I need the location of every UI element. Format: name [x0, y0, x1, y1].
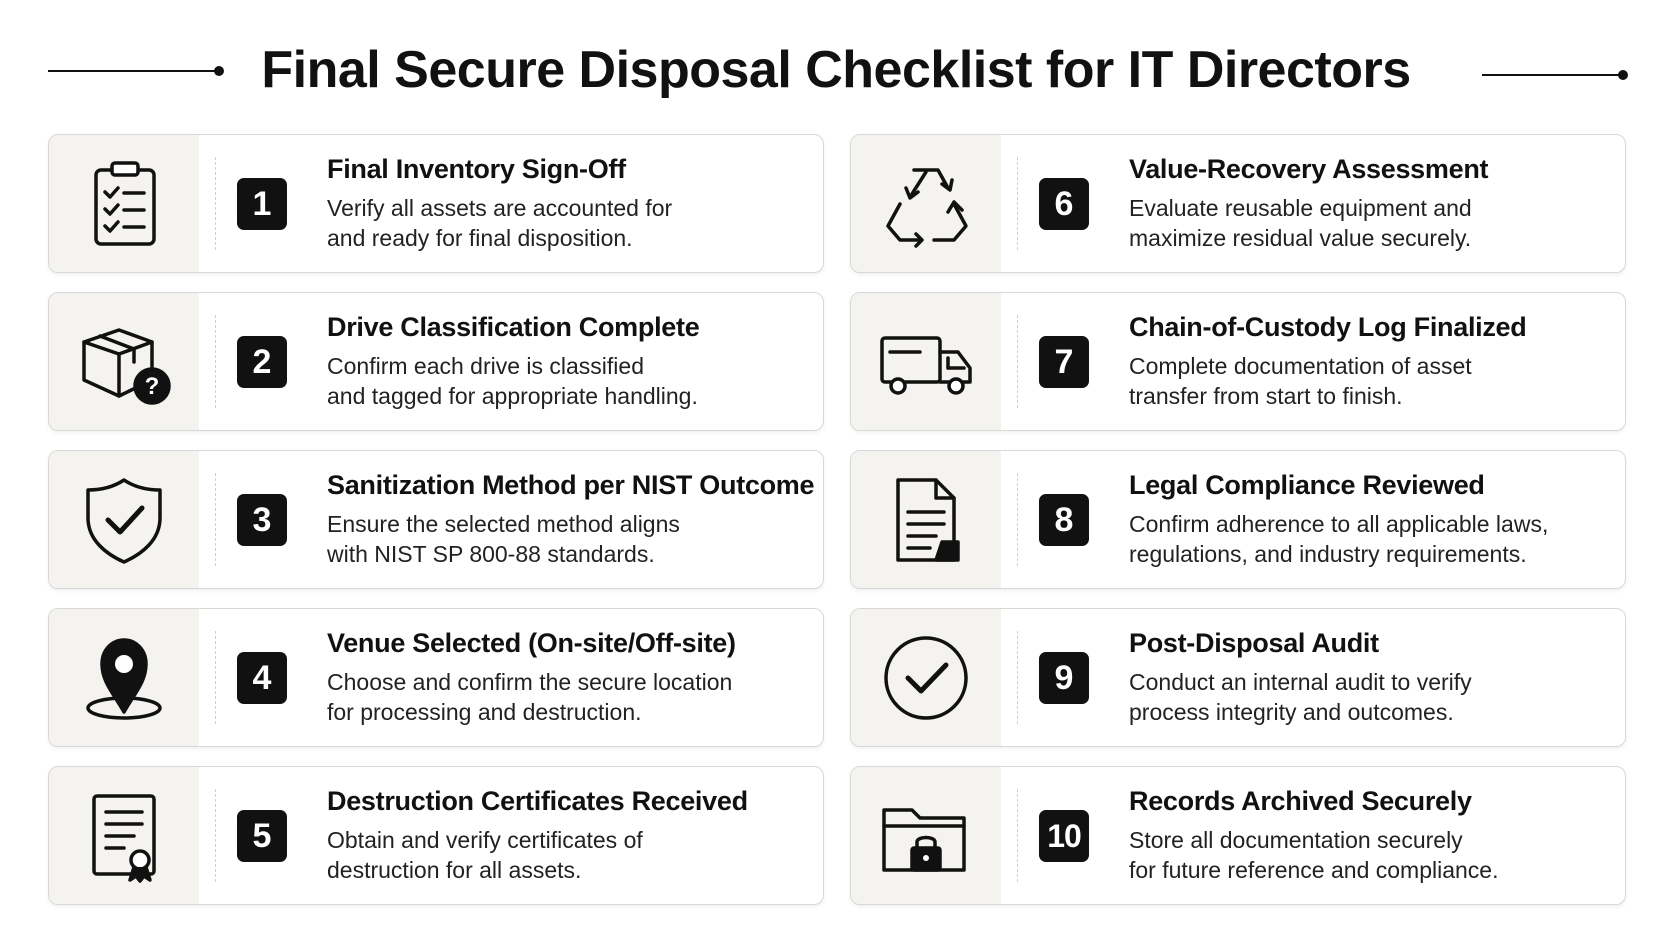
item-title: Chain-of-Custody Log Finalized — [1129, 312, 1527, 342]
item-description: Store all documentation securely for future reference and compliance. — [1129, 827, 1499, 883]
certificate-icon — [74, 786, 174, 886]
item-description: Verify all assets are accounted for and ready for final disposition. — [327, 195, 673, 251]
item-description: Conduct an internal audit to verify process integrity and outcomes. — [1129, 669, 1472, 725]
step-number-badge: 10 — [1039, 810, 1089, 862]
dashed-divider — [1017, 157, 1018, 250]
step-number-badge: 8 — [1039, 494, 1089, 546]
step-number-badge: 2 — [237, 336, 287, 388]
item-description: Choose and confirm the secure location for processing and destruction. — [327, 669, 733, 725]
step-number-badge: 9 — [1039, 652, 1089, 704]
item-text — [327, 309, 811, 411]
item-title: Destruction Certificates Received — [327, 786, 748, 816]
item-title: Post-Disposal Audit — [1129, 628, 1379, 658]
title-rule-right — [1482, 74, 1624, 76]
item-title: Final Inventory Sign-Off — [327, 154, 626, 184]
dashed-divider — [215, 789, 216, 882]
icon-panel — [49, 767, 199, 904]
step-number-badge: 5 — [237, 810, 287, 862]
item-text — [1129, 783, 1613, 885]
checklist-item-1 — [48, 134, 824, 273]
checklist-item-6 — [850, 134, 1626, 273]
icon-panel — [851, 451, 1001, 588]
checklist-item-10 — [850, 766, 1626, 905]
item-description: Evaluate reusable equipment and maximize residual value securely. — [1129, 195, 1472, 251]
icon-panel — [851, 609, 1001, 746]
item-description: Complete documentation of asset transfer from start to finish. — [1129, 353, 1472, 409]
dashed-divider — [215, 315, 216, 408]
checklist-item-9 — [850, 608, 1626, 747]
icon-panel — [49, 135, 199, 272]
dashed-divider — [215, 631, 216, 724]
item-description: Confirm adherence to all applicable laws, regulations, and industry requirements. — [1129, 511, 1549, 567]
step-number-badge: 3 — [237, 494, 287, 546]
item-text — [327, 151, 811, 253]
item-text — [1129, 625, 1613, 727]
item-text — [1129, 151, 1613, 253]
checklist-item-2 — [48, 292, 824, 431]
page-title: Final Secure Disposal Checklist for IT Directors — [261, 41, 1411, 99]
clipboard-checklist-icon — [74, 154, 174, 254]
item-description: Confirm each drive is classified and tagged for appropriate handling. — [327, 353, 698, 409]
dashed-divider — [215, 157, 216, 250]
document-icon — [876, 470, 976, 570]
dashed-divider — [1017, 789, 1018, 882]
item-text — [327, 467, 815, 569]
svg-text:?: ? — [144, 372, 160, 400]
item-text — [327, 783, 811, 885]
location-pin-icon — [74, 628, 174, 728]
icon-panel — [851, 767, 1001, 904]
icon-panel — [851, 293, 1001, 430]
item-title: Venue Selected (On-site/Off-site) — [327, 628, 736, 658]
icon-panel — [49, 609, 199, 746]
item-text — [1129, 467, 1613, 569]
dashed-divider — [215, 473, 216, 566]
item-title: Drive Classification Complete — [327, 312, 700, 342]
folder-lock-icon — [876, 786, 976, 886]
page-header — [0, 30, 1672, 110]
checklist-item-5 — [48, 766, 824, 905]
truck-icon — [876, 312, 976, 412]
checklist-item-4 — [48, 608, 824, 747]
item-title: Value-Recovery Assessment — [1129, 154, 1489, 184]
checklist-grid — [48, 134, 1626, 905]
checklist-item-7 — [850, 292, 1626, 431]
shield-check-icon — [74, 470, 174, 570]
dashed-divider — [1017, 631, 1018, 724]
step-number-badge: 1 — [237, 178, 287, 230]
checklist-item-8 — [850, 450, 1626, 589]
item-text — [1129, 309, 1613, 411]
item-title: Sanitization Method per NIST Outcome — [327, 470, 815, 500]
dashed-divider — [1017, 473, 1018, 566]
icon-panel — [49, 451, 199, 588]
recycle-icon — [876, 154, 976, 254]
icon-panel — [49, 293, 199, 430]
dashed-divider — [1017, 315, 1018, 408]
step-number-badge: 4 — [237, 652, 287, 704]
checklist-item-3 — [48, 450, 824, 589]
step-number-badge: 6 — [1039, 178, 1089, 230]
item-title: Legal Compliance Reviewed — [1129, 470, 1485, 500]
item-description: Ensure the selected method aligns with NIST SP 800-88 standards. — [327, 511, 680, 567]
step-number-badge: 7 — [1039, 336, 1089, 388]
circle-check-icon — [876, 628, 976, 728]
item-title: Records Archived Securely — [1129, 786, 1472, 816]
item-description: Obtain and verify certificates of destruction for all assets. — [327, 827, 643, 883]
box-question-icon — [74, 312, 174, 412]
icon-panel — [851, 135, 1001, 272]
item-text — [327, 625, 811, 727]
